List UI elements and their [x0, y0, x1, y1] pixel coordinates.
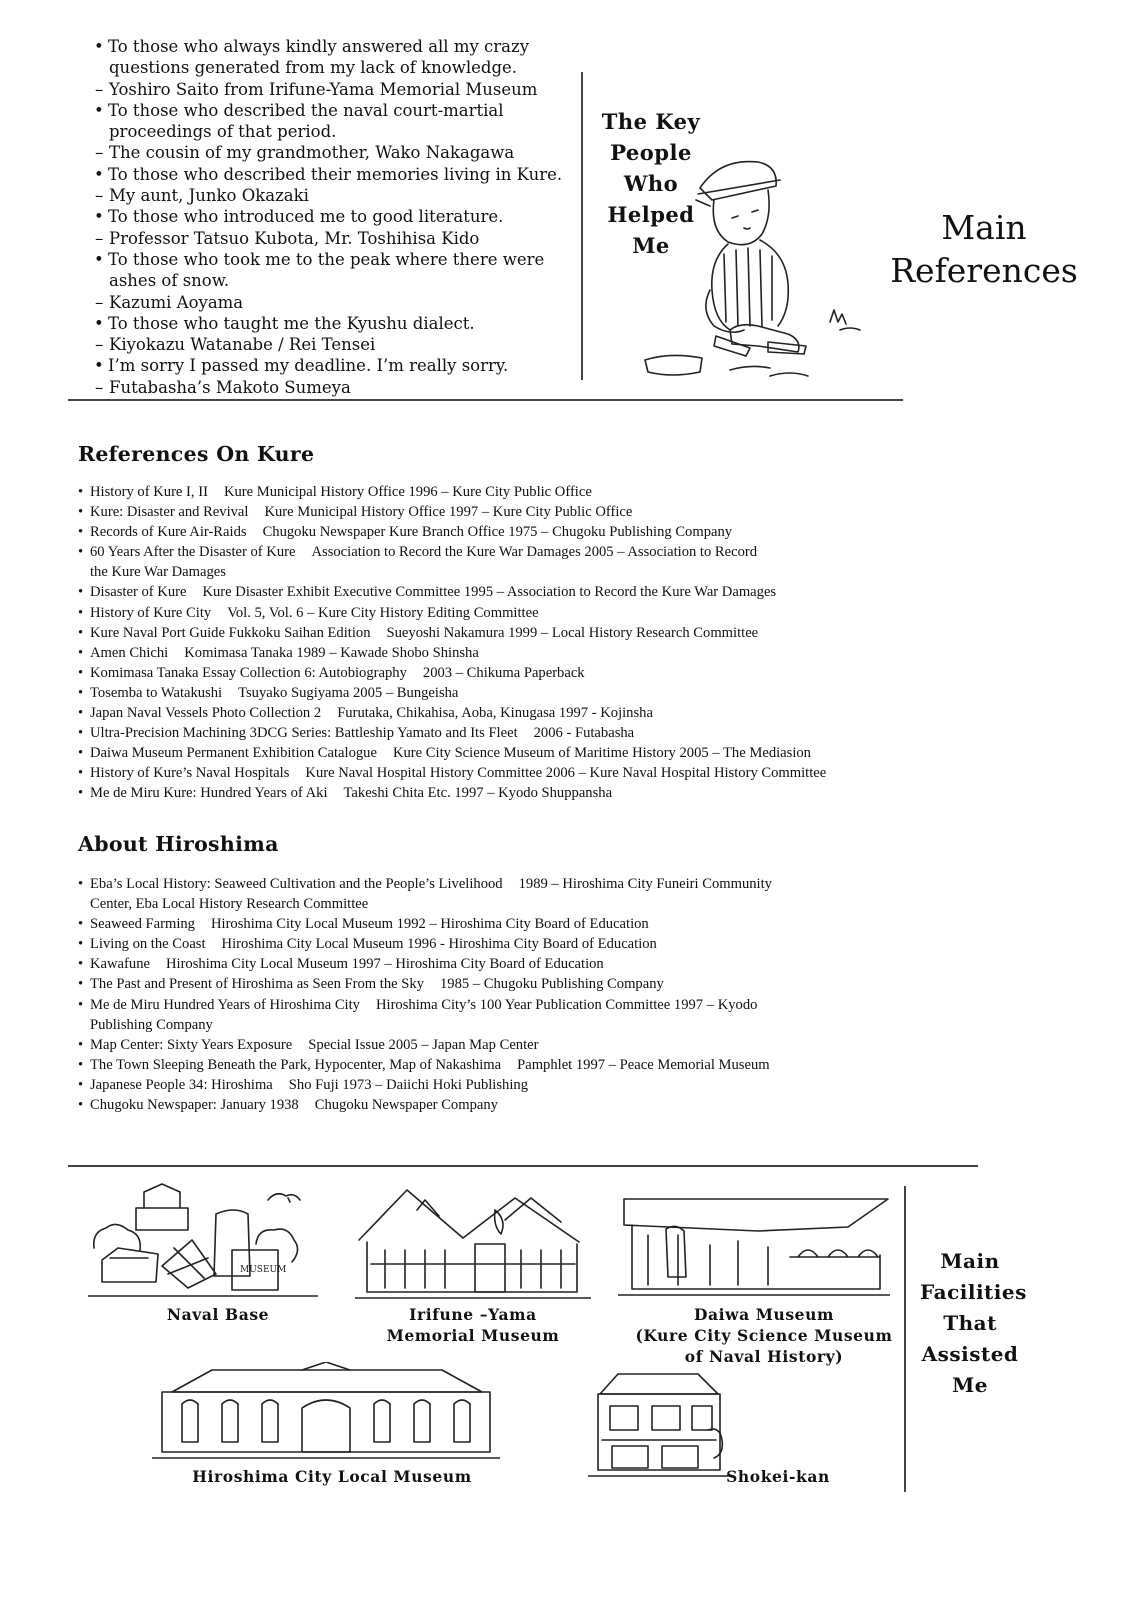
reference-item	[78, 763, 826, 783]
reference-item	[78, 482, 826, 502]
hiroshima-museum-illustration	[152, 1362, 500, 1462]
main-facilities-line: Assisted	[921, 1342, 1019, 1366]
reference-title: Japanese People 34: Hiroshima	[90, 1076, 273, 1093]
reference-title: Me de Miru Kure: Hundred Years of Aki	[90, 785, 328, 802]
acknowledgement-line: • To those who took me to the peak where there were	[92, 249, 584, 270]
kure-section-title: References On Kure	[78, 442, 315, 466]
reference-source: Vol. 5, Vol. 6 – Kure City History Editing Committee	[227, 604, 539, 621]
main-references-line: Main	[941, 208, 1027, 247]
reference-source: Hiroshima City’s 100 Year Publication Committee 1997 – Kyodo	[375, 996, 758, 1013]
reference-item	[78, 623, 826, 643]
reference-title: Me de Miru Hundred Years of Hiroshima City	[90, 996, 360, 1013]
reference-item	[78, 954, 772, 974]
reference-item	[78, 582, 826, 602]
acknowledgement-line: • To those who described the naval court-martial	[92, 100, 584, 121]
irifune-museum-illustration	[355, 1180, 591, 1308]
reference-title: The Past and Present of Hiroshima as Seen From the Sky	[90, 976, 424, 993]
acknowledgement-line: • To those who always kindly answered all my crazy	[92, 36, 584, 57]
reference-source: Special Issue 2005 – Japan Map Center	[308, 1036, 539, 1053]
reference-source: Kure Municipal History Office 1996 – Kure City Public Office	[223, 484, 592, 500]
acknowledgement-line: • To those who described their memories living in Kure.	[92, 164, 584, 185]
main-facilities-line: Facilities	[920, 1280, 1027, 1304]
reference-source: Chugoku Newspaper Company	[314, 1097, 498, 1114]
reference-item-continuation: Center, Eba Local History Research Committee	[90, 896, 369, 913]
reference-title: Living on the Coast	[90, 936, 206, 953]
divider-horizontal-top	[68, 399, 903, 401]
kure-reference-list	[78, 482, 826, 804]
reference-item	[78, 1035, 772, 1055]
reference-source: Kure Naval Hospital History Committee 2006 – Kure Naval Hospital History Committee	[305, 765, 827, 782]
reference-item	[78, 542, 826, 562]
main-facilities-line: Me	[952, 1373, 988, 1397]
boy-illustration	[640, 150, 880, 385]
reference-title: Eba’s Local History: Seaweed Cultivation and the People’s Livelihood	[90, 876, 503, 892]
reference-title: The Town Sleeping Beneath the Park, Hypocenter, Map of Nakashima	[90, 1056, 502, 1073]
acknowledgement-credit: – Professor Tatsuo Kubota, Mr. Toshihisa Kido	[92, 228, 584, 249]
reference-source: Kure Municipal History Office 1997 – Kure City Public Office	[264, 504, 633, 521]
hiroshima-reference-list	[78, 874, 772, 1115]
reference-source: Association to Record the Kure War Damages 2005 – Association to Record	[311, 544, 758, 561]
facility-label-line: Daiwa Museum	[693, 1305, 835, 1324]
reference-title: Amen Chichi	[90, 644, 169, 661]
acknowledgement-line: • To those who introduced me to good literature.	[92, 206, 584, 227]
reference-item	[78, 1055, 772, 1075]
reference-source: Hiroshima City Local Museum 1996 - Hiroshima City Board of Education	[221, 936, 657, 953]
acknowledgement-credit: – Kazumi Aoyama	[92, 292, 584, 313]
main-facilities-heading	[920, 1246, 1027, 1401]
facility-label-irifune	[360, 1304, 586, 1346]
acknowledgement-credit: – Kiyokazu Watanabe / Rei Tensei	[92, 334, 584, 355]
reference-title: Kawafune	[90, 956, 150, 973]
acknowledgement-line: ashes of snow.	[109, 271, 230, 291]
main-facilities-line: Main	[940, 1249, 1000, 1273]
reference-source: Kure Disaster Exhibit Executive Committee 1995 – Association to Record the Kure War Damages	[202, 584, 777, 601]
key-people-line: Helped	[607, 202, 695, 227]
divider-horizontal-bottom	[68, 1165, 978, 1167]
main-references-heading	[884, 206, 1084, 292]
reference-title: Komimasa Tanaka Essay Collection 6: Autobiography	[90, 664, 407, 681]
reference-title: Kure Naval Port Guide Fukkoku Saihan Edition	[90, 624, 371, 641]
reference-item-continuation: the Kure War Damages	[90, 564, 226, 581]
reference-title: 60 Years After the Disaster of Kure	[90, 544, 296, 561]
reference-source: Sueyoshi Nakamura 1999 – Local History Research Committee	[386, 624, 759, 641]
reference-title: Disaster of Kure	[90, 584, 187, 601]
facility-label-hiroshima-museum: Hiroshima City Local Museum	[192, 1467, 472, 1486]
reference-title: Kure: Disaster and Revival	[90, 504, 249, 521]
reference-source: Komimasa Tanaka 1989 – Kawade Shobo Shinsha	[184, 644, 479, 661]
reference-source: Chugoku Newspaper Kure Branch Office 1975 – Chugoku Publishing Company	[262, 524, 733, 541]
reference-title: History of Kure’s Naval Hospitals	[90, 765, 290, 782]
facility-label-line: Irifune –Yama	[409, 1305, 537, 1324]
reference-source: Tsuyako Sugiyama 2005 – Bungeisha	[238, 684, 459, 701]
reference-source: 2006 - Futabasha	[533, 725, 635, 742]
acknowledgements-list	[92, 36, 584, 398]
reference-item	[78, 974, 772, 994]
reference-title: Japan Naval Vessels Photo Collection 2	[90, 705, 322, 722]
reference-item	[78, 743, 826, 763]
reference-item	[78, 914, 772, 934]
reference-item	[78, 934, 772, 954]
acknowledgement-credit: – Yoshiro Saito from Irifune-Yama Memorial Museum	[92, 79, 584, 100]
acknowledgement-line: questions generated from my lack of knowledge.	[109, 58, 518, 78]
acknowledgement-line: • I’m sorry I passed my deadline. I’m really sorry.	[92, 355, 584, 376]
facility-label-daiwa	[628, 1304, 900, 1367]
reference-title: Chugoku Newspaper: January 1938	[90, 1097, 299, 1114]
reference-title: Ultra-Precision Machining 3DCG Series: Battleship Yamato and Its Fleet	[90, 725, 518, 742]
key-people-line: Me	[632, 233, 670, 258]
acknowledgement-line: proceedings of that period.	[109, 122, 337, 142]
reference-item	[78, 874, 772, 894]
reference-item-continuation: Publishing Company	[90, 1016, 213, 1033]
reference-title: Seaweed Farming	[90, 916, 195, 933]
divider-vertical-bottom	[904, 1186, 906, 1492]
acknowledgement-line: • To those who taught me the Kyushu dialect.	[92, 313, 584, 334]
shokei-kan-illustration	[588, 1370, 728, 1482]
reference-item	[78, 663, 826, 683]
facility-label-naval-base: Naval Base	[166, 1305, 270, 1324]
reference-source: Takeshi Chita Etc. 1997 – Kyodo Shuppansha	[343, 785, 613, 802]
reference-item	[78, 643, 826, 663]
reference-title: Daiwa Museum Permanent Exhibition Catalogue	[90, 745, 377, 762]
reference-item	[78, 723, 826, 743]
reference-item	[78, 1095, 772, 1115]
reference-source: Hiroshima City Local Museum 1992 – Hiroshima City Board of Education	[210, 916, 649, 933]
acknowledgement-credit: – The cousin of my grandmother, Wako Nakagawa	[92, 142, 584, 163]
reference-source: 2003 – Chikuma Paperback	[422, 664, 585, 681]
reference-title: Tosemba to Watakushi	[90, 684, 223, 701]
reference-source: Sho Fuji 1973 – Daiichi Hoki Publishing	[288, 1076, 528, 1093]
reference-title: Records of Kure Air-Raids	[90, 524, 247, 541]
reference-source: 1985 – Chugoku Publishing Company	[440, 976, 664, 993]
reference-item	[78, 995, 772, 1015]
reference-item	[78, 522, 826, 542]
reference-source: Furutaka, Chikahisa, Aoba, Kinugasa 1997 - Kojinsha	[337, 705, 653, 722]
reference-item	[78, 603, 826, 623]
reference-source: Hiroshima City Local Museum 1997 – Hiroshima City Board of Education	[165, 956, 604, 973]
naval-base-illustration	[88, 1178, 318, 1306]
reference-item	[78, 783, 826, 803]
reference-title: History of Kure I, II	[90, 484, 208, 500]
svg-text:MUSEUM: MUSEUM	[240, 1265, 287, 1275]
reference-title: History of Kure City	[90, 604, 212, 621]
reference-item	[78, 703, 826, 723]
reference-item	[78, 502, 826, 522]
reference-item	[78, 683, 826, 703]
key-people-line: People	[610, 140, 692, 165]
daiwa-museum-illustration	[618, 1185, 890, 1305]
reference-source: Pamphlet 1997 – Peace Memorial Museum	[517, 1056, 770, 1073]
acknowledgement-credit: – Futabasha’s Makoto Sumeya	[92, 377, 584, 398]
reference-source: 1989 – Hiroshima City Funeiri Community	[518, 876, 772, 892]
reference-item	[78, 1075, 772, 1095]
reference-source: Kure City Science Museum of Maritime History 2005 – The Mediasion	[392, 745, 811, 762]
reference-title: Map Center: Sixty Years Exposure	[90, 1036, 293, 1053]
acknowledgement-credit: – My aunt, Junko Okazaki	[92, 185, 584, 206]
key-people-line: Who	[623, 171, 679, 196]
facility-label-line: (Kure City Science Museum	[635, 1326, 893, 1345]
facility-label-line: of Naval History)	[684, 1347, 844, 1366]
facility-label-shokei-kan: Shokei-kan	[726, 1467, 830, 1486]
key-people-line: The Key	[601, 109, 701, 134]
main-references-line: References	[890, 251, 1078, 290]
hiroshima-section-title: About Hiroshima	[78, 832, 279, 856]
main-facilities-line: That	[943, 1311, 997, 1335]
divider-vertical-top	[581, 72, 583, 380]
facility-label-line: Memorial Museum	[386, 1326, 560, 1345]
